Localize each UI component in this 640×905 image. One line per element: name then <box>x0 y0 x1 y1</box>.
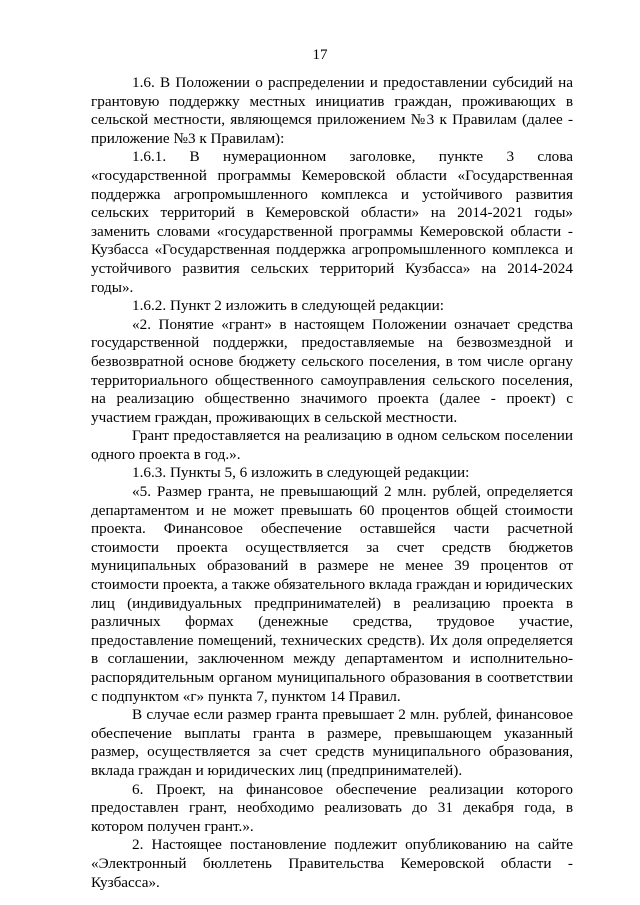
paragraph-1-6: 1.6. В Положении о распределении и предоставлении субсидий на грантовую поддержку местных инициатив граждан, проживающих в сельской местности, являющемся приложением №3 к Правилам (далее - приложение №3 к Правилам): <box>91 74 573 147</box>
paragraph-1-6-3: 1.6.3. Пункты 5, 6 изложить в следующей редакции: <box>132 464 470 482</box>
paragraph-point-5: «5. Размер гранта, не превышающий 2 млн. рублей, определяется департаментом и не может превышать 60 процентов общей стоимости проекта. Финансовое обеспечение оставшейся части расчетной стоимости проекта осуществляется за счет средств бюджетов муниципальных образований в размере не менее 39 процентов от стоимости проекта, а также обязательного вклада граждан и юридических лиц (индивидуальных предпринимателей) в реализацию проекта в различных формах (денежные средства, трудовое участие, предоставление помещений, технических средств). Их доля определяется в соглашении, заключенном между департаментом и исполнительно-распорядительным органом муниципального образования в соответствии с подпунктом «г» пункта 7, пунктом 14 Правил. <box>91 483 573 705</box>
page-number: 17 <box>312 47 328 63</box>
paragraph-point-6: 6. Проект, на финансовое обеспечение реализации которого предоставлен грант, необходимо реализовать до 31 декабря года, в котором получен грант.». <box>91 780 573 835</box>
paragraph-grant-definition: «2. Понятие «грант» в настоящем Положении означает средства государственной поддержки, предоставляемые на безвозмездной и безвозвратной основе бюджету сельского поселения, в том числе органу территориального общественного самоуправления сельского поселения, на реализацию общественно значимого проекта (далее - проект) с участием граждан, проживающих в сельской местности. <box>91 315 573 426</box>
paragraph-1-6-1: 1.6.1. В нумерационном заголовке, пункте 3 слова «государственной программы Кемеровской области «Государственная поддержка агропромышленного комплекса и устойчивого развития сельских территорий в Кемеровской области» на 2014-2021 годы» заменить словами «государственной программы Кемеровской области - Кузбасса «Государственная поддержка агропромышленного комплекса и устойчивого развития сельских территорий Кузбасса» на 2014-2024 годы». <box>91 148 573 296</box>
paragraph-1-6-2: 1.6.2. Пункт 2 изложить в следующей редакции: <box>132 297 445 315</box>
paragraph-grant-per-year: Грант предоставляется на реализацию в одном сельском поселении одного проекта в год.». <box>91 427 573 463</box>
paragraph-publication: 2. Настоящее постановление подлежит опубликованию на сайте «Электронный бюллетень Правительства Кемеровской области - Кузбасса». <box>91 836 573 891</box>
document-body <box>91 74 573 892</box>
paragraph-grant-exceeds: В случае если размер гранта превышает 2 млн. рублей, финансовое обеспечение выплаты гранта в размере, превышающем указанный размер, осуществляется за счет средств муниципального образования, вклада граждан и юридических лиц (предпринимателей). <box>91 706 573 779</box>
